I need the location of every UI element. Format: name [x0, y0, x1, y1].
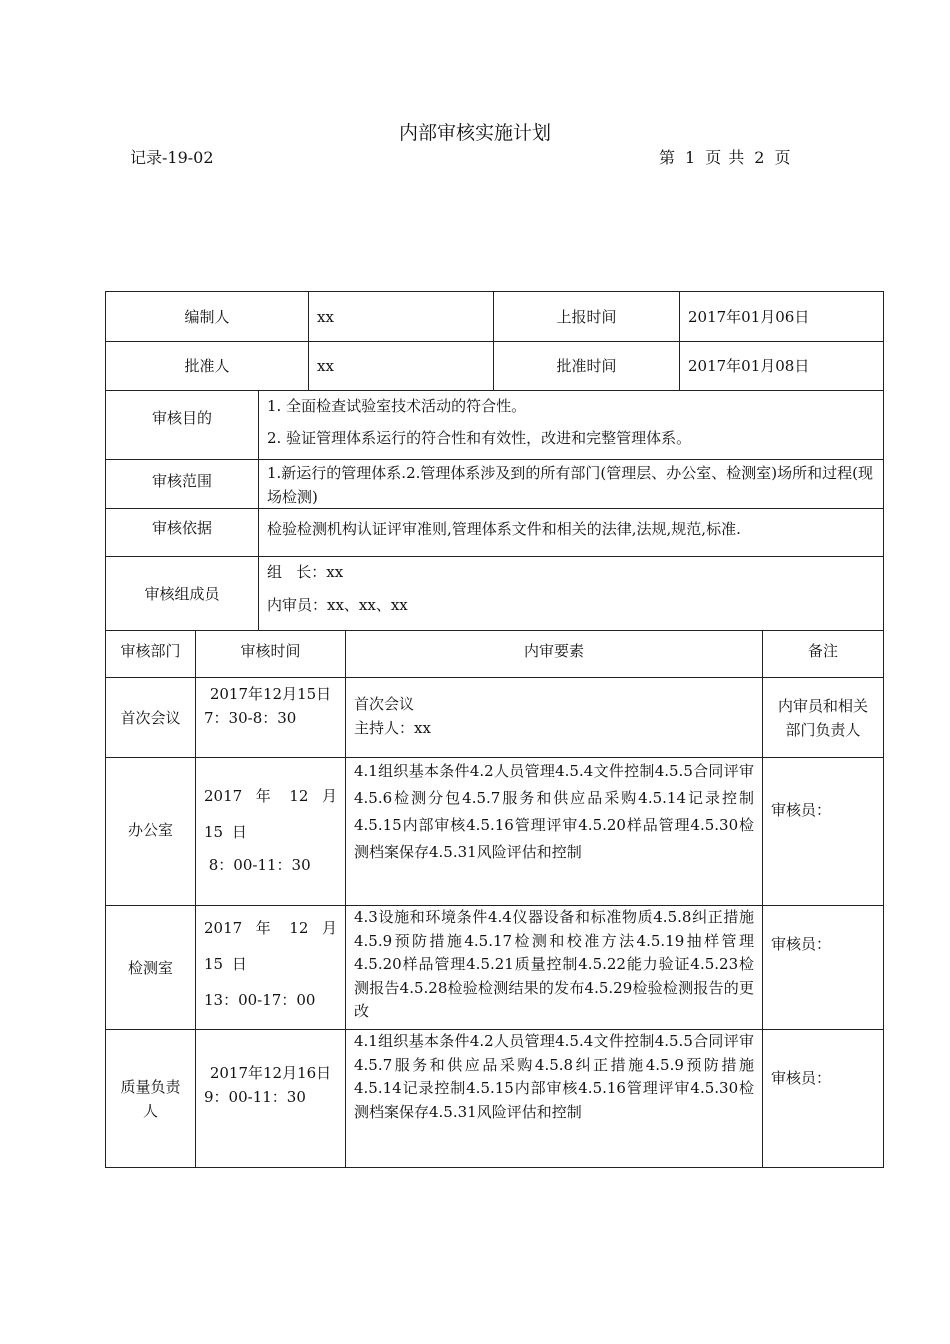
page-end: 页 [774, 148, 791, 167]
record-code: 记录-19-02 [130, 148, 214, 167]
scope-label: 审核范围 [106, 460, 259, 509]
page-separator: 页 共 [705, 148, 745, 167]
row-date: 2017年12月16日 [209, 1064, 332, 1082]
row-elements-line-1: 首次会议 [354, 695, 415, 713]
row-note-quality: 审核员： [763, 1030, 884, 1168]
col-header-dept: 审核部门 [106, 630, 196, 678]
page-label: 第 [659, 148, 676, 167]
basis-label: 审核依据 [106, 509, 259, 557]
page-number: 1 [685, 148, 696, 167]
approver-value: xx [309, 342, 494, 391]
col-header-note: 备注 [763, 630, 884, 678]
members-content [259, 557, 884, 631]
purpose-content [259, 391, 884, 460]
plan-info-table [105, 291, 884, 631]
report-time-label: 上报时间 [494, 292, 680, 342]
row-time-quality [196, 1030, 346, 1168]
row-dept-office: 办公室 [106, 758, 196, 906]
row-elements-quality: 4.1组织基本条件4.2人员管理4.5.4文件控制4.5.5合同评审4.5.7服务和供应品采购4.5.8纠正措施4.5.9预防措施4.5.14记录控制4.5.15内部审核4.5.16管理评审4.5.30检测档案保存4.5.31风险评估和控制 [346, 1030, 763, 1168]
col-header-elements: 内审要素 [346, 630, 763, 678]
basis-content: 检验检测机构认证评审准则,管理体系文件和相关的法律,法规,规范,标准. [259, 509, 884, 557]
row-dept-testing: 检测室 [106, 906, 196, 1030]
row-elements-line-2: 主持人：xx [354, 719, 431, 737]
audit-schedule-table [105, 630, 884, 1168]
compiler-label: 编制人 [106, 292, 309, 342]
row-time-testing [196, 906, 346, 1030]
row-note-testing: 审核员： [763, 906, 884, 1030]
row-date: 2017年12月15日 [209, 685, 332, 703]
page-indicator [659, 145, 801, 168]
row-hours: 7：30-8：30 [204, 709, 297, 727]
row-dept-opening: 首次会议 [106, 678, 196, 758]
purpose-item-2: 2. 验证管理体系运行的符合性和有效性，改进和完整管理体系。 [267, 429, 692, 447]
scope-content: 1.新运行的管理体系.2.管理体系涉及到的所有部门(管理层、办公室、检测室)场所和过程(现场检测) [259, 460, 884, 509]
col-header-time: 审核时间 [196, 630, 346, 678]
compiler-value: xx [309, 292, 494, 342]
page-total: 2 [754, 148, 765, 167]
report-time-value: 2017年01月06日 [680, 292, 884, 342]
row-dept-quality: 质量负责人 [106, 1030, 196, 1168]
row-elements-opening [346, 678, 763, 758]
purpose-item-1: 1. 全面检查试验室技术活动的符合性。 [267, 397, 527, 415]
row-time-opening [196, 678, 346, 758]
row-hours: 9：00-11：30 [204, 1088, 306, 1106]
row-date: 2017 年 12 月 15 日 [204, 787, 337, 841]
purpose-label: 审核目的 [106, 391, 259, 460]
row-note-opening: 内审员和相关部门负责人 [763, 678, 884, 758]
approve-time-value: 2017年01月08日 [680, 342, 884, 391]
row-hours: 13：00-17：00 [204, 991, 316, 1009]
row-elements-office: 4.1组织基本条件4.2人员管理4.5.4文件控制4.5.5合同评审4.5.6检测分包4.5.7服务和供应品采购4.5.14记录控制4.5.15内部审核4.5.16管理评审4.5.20样品管理4.5.30检测档案保存4.5.31风险评估和控制 [346, 758, 763, 906]
approve-time-label: 批准时间 [494, 342, 680, 391]
members-label: 审核组成员 [106, 557, 259, 631]
approver-label: 批准人 [106, 342, 309, 391]
row-note-office: 审核员： [763, 758, 884, 906]
row-time-office [196, 758, 346, 906]
document-title: 内部审核实施计划 [398, 122, 551, 144]
row-elements-testing: 4.3设施和环境条件4.4仪器设备和标准物质4.5.8纠正措施4.5.9预防措施4.5.17检测和校准方法4.5.19抽样管理4.5.20样品管理4.5.21质量控制4.5.22能力验证4.5.23检测报告4.5.28检验检测结果的发布4.5.29检验检测报告的更改 [346, 906, 763, 1030]
members-auditors: 内审员：xx、xx、xx [267, 596, 408, 614]
row-date: 2017 年 12 月 15 日 [204, 919, 337, 973]
members-leader: 组 长：xx [267, 563, 344, 581]
row-hours: 8：00-11：30 [204, 856, 311, 874]
